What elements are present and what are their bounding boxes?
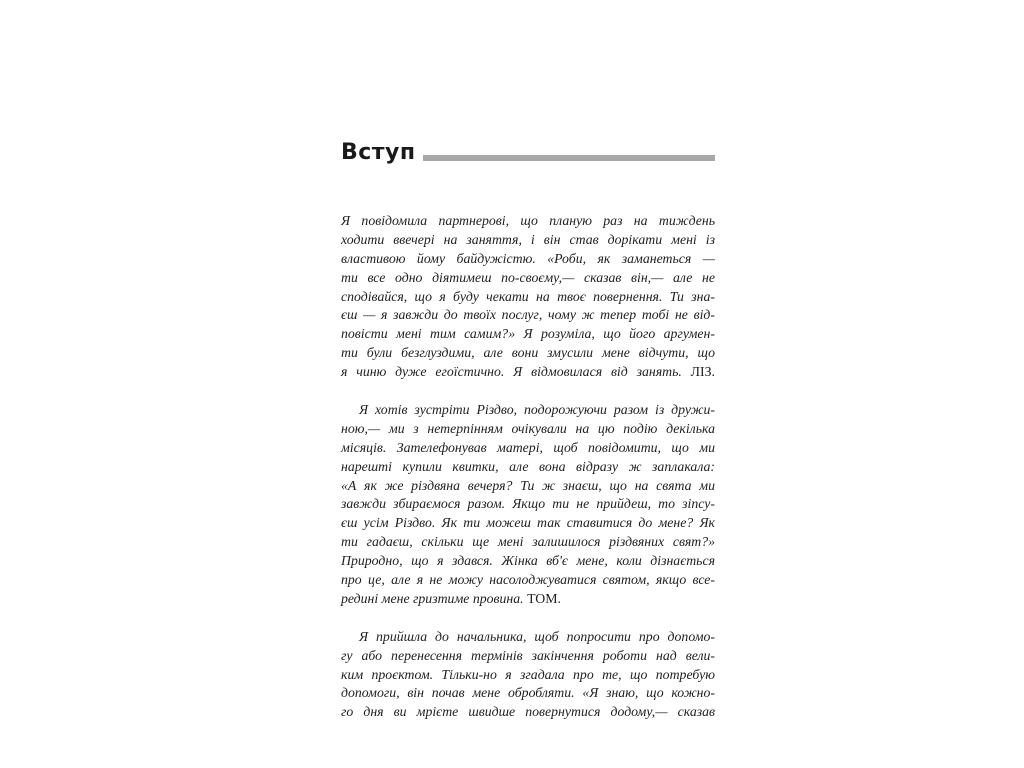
paragraph <box>341 212 715 382</box>
text-line: єш — я завжди до твоїх послуг, чому ж тепер тобі не від- <box>341 307 715 323</box>
text-line: повісти мені тим самим?» Я розуміла, що його аргумен- <box>341 326 715 342</box>
text-line: Я прийшла до начальника, щоб попросити про допомо- <box>359 628 715 644</box>
text-line: єш усім Різдво. Як ти можеш так ставитися до мене? Як <box>341 515 715 531</box>
text-line: «А як же різдвяна вечеря? Ти ж знаєш, що на свята ми <box>341 477 715 493</box>
heading-rule <box>423 155 715 161</box>
text-line: Я хотів зустріти Різдво, подорожуючи разом із дружи- <box>359 402 715 418</box>
text-line: ти були безглуздими, але вони змусили мене відчути, що <box>341 345 715 361</box>
text-line: Я повідомила партнерові, що планую раз на тиждень <box>341 213 715 228</box>
text-line: допомоги, він почав мене обробляти. «Я знаю, що кожно- <box>341 685 715 701</box>
text-fragment: я чиню дуже егоїстично. Я відмовилася від занять. <box>341 364 682 380</box>
section-heading <box>341 140 715 166</box>
text-line: Природно, що я здався. Жінка вб'є мене, коли дізнається <box>341 553 715 569</box>
text-line: властивою йому байдужістю. «Роби, як заманеться — <box>341 250 715 266</box>
page-title: Вступ <box>341 140 416 165</box>
text-line: ти гадаєш, скільки ще мені залишилося різдвяних свят?» <box>341 534 715 550</box>
book-page <box>341 140 715 722</box>
text-line: ким проєктом. Тільки-но я згадала про те, що потребую <box>341 666 715 682</box>
text-line: сподівайся, що я буду чекати на твоє повернення. Ти зна- <box>341 288 715 304</box>
author-signature: ТОМ. <box>527 590 561 606</box>
text-line: гу або перенесення термінів закінчення роботи над вели- <box>341 647 715 663</box>
text-line: ти все одно діятимеш по-своєму,— сказав він,— але не <box>341 269 715 285</box>
text-line: ходити ввечері на заняття, і він став дорікати мені із <box>341 231 715 247</box>
text-line: завжди збираємося разом. Якщо ти не прийдеш, то зіпсу- <box>341 496 715 512</box>
text-line: го дня ви мрієте швидше повернутися додому,— сказав <box>341 704 715 720</box>
text-line-last <box>341 590 715 609</box>
paragraph <box>341 401 715 609</box>
paragraph <box>341 628 715 722</box>
text-line: нарешті купили квитки, але вона відразу ж заплакала: <box>341 458 715 474</box>
author-signature: ЛІЗ. <box>690 364 715 380</box>
text-line: ною,— ми з нетерпінням очікували на цю подію декілька <box>341 420 715 436</box>
text-line-last <box>341 363 715 382</box>
text-fragment: редині мене гризтиме провина. <box>341 590 524 606</box>
text-line: про це, але я не можу насолоджуватися святом, якщо все- <box>341 572 715 588</box>
text-line: місяців. Зателефонував матері, щоб повідомити, що ми <box>341 439 715 455</box>
body-text <box>341 212 715 722</box>
